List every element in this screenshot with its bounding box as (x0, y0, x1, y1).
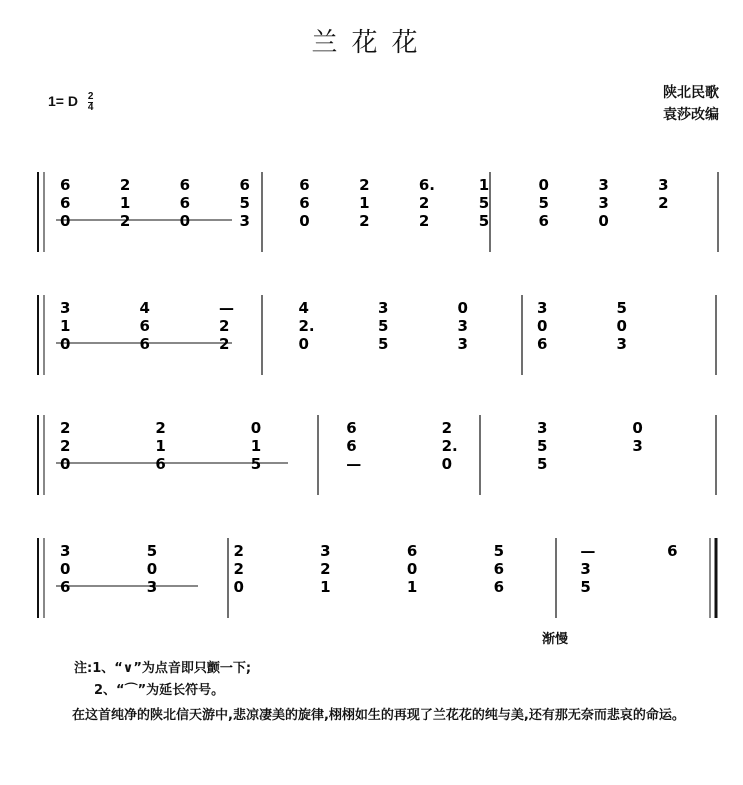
score-note: 1 (250, 437, 262, 455)
score-note: 6 (60, 578, 71, 596)
score-note: 5 (478, 212, 490, 230)
score-note: 3 (537, 419, 548, 437)
score-note: 3 (60, 542, 71, 560)
score-note: 3 (457, 335, 468, 353)
score-note: 5 (250, 455, 262, 473)
score-note: 5 (146, 542, 158, 560)
score-note: 3 (632, 437, 643, 455)
score-note: 2 (119, 212, 131, 230)
score-note: 0 (537, 317, 548, 335)
score-note: 6 (493, 560, 505, 578)
score-note: 6 (537, 335, 548, 353)
note-line-2: 2、“⌒”为延长符号。 (94, 683, 225, 698)
score-note: 6 (299, 194, 310, 212)
score-note: 5 (538, 194, 549, 212)
score-note: 2 (233, 560, 244, 578)
score-note: 6 (155, 455, 166, 473)
score-note: 4 (139, 299, 150, 317)
score-note: 0 (250, 419, 262, 437)
score-note: 3 (239, 212, 250, 230)
score-note: 0 (179, 212, 191, 230)
score-note: 2 (219, 335, 230, 353)
score-note: 2 (119, 176, 131, 194)
score-note: 2 (658, 194, 669, 212)
score-note: 6 (667, 542, 678, 560)
score-note: 3 (60, 299, 71, 317)
score-note: 2 (418, 212, 430, 230)
score-note: 0 (298, 335, 309, 353)
score-note: 3 (598, 194, 609, 212)
score-note: 6 (139, 317, 150, 335)
score-note: 6 (493, 578, 505, 596)
score-note: 3 (616, 335, 627, 353)
score-note: 0 (60, 560, 71, 578)
score-note: 0 (299, 212, 310, 230)
score-note: 2 (359, 176, 370, 194)
score-note: 2. (441, 437, 458, 455)
score-note: 6. (418, 176, 436, 194)
score-note: 0 (146, 560, 158, 578)
score-note: 2 (359, 212, 370, 230)
score-note: 5 (239, 194, 250, 212)
score-note: 1 (359, 194, 370, 212)
note-line-1: 注:1、“∨”为点音即只颤一下; (74, 661, 252, 676)
score-note: 0 (598, 212, 609, 230)
score-note: 0 (441, 455, 453, 473)
score-note: 3 (378, 299, 389, 317)
score-note: 1 (119, 194, 131, 212)
score-note: 2 (60, 419, 71, 437)
score-note: 0 (60, 455, 71, 473)
score-note: 5 (478, 194, 490, 212)
score-barlines (38, 172, 718, 618)
score-note: 1 (320, 578, 331, 596)
score-note: 5 (537, 455, 548, 473)
score-note: — (219, 299, 234, 317)
score-note: 2 (60, 437, 71, 455)
score-note: 2 (320, 560, 331, 578)
page-title: 兰花花 (311, 28, 432, 58)
score-note: 2 (155, 419, 166, 437)
credit-arranger: 袁莎改编 (663, 107, 719, 123)
score-note: 6 (346, 437, 357, 455)
score-note: 0 (60, 335, 71, 353)
score-note: 0 (60, 212, 71, 230)
score-note: 0 (632, 419, 643, 437)
score-note: 6 (346, 419, 357, 437)
key-label: 1= D (48, 93, 78, 110)
score-note: 4 (298, 299, 309, 317)
score-note: 5 (580, 578, 591, 596)
score-note: 6 (60, 194, 71, 212)
score-note: 3 (598, 176, 609, 194)
score-note: 3 (580, 560, 591, 578)
score-note: 5 (616, 299, 627, 317)
score-note: 1 (60, 317, 71, 335)
score-note: 6 (406, 542, 418, 560)
score-note: 1 (478, 176, 490, 194)
score-note: 6 (299, 176, 310, 194)
score-note: 2 (441, 419, 453, 437)
score-note: 3 (146, 578, 158, 596)
ritardando-label: 渐慢 (542, 632, 569, 647)
score-note: 1 (406, 578, 418, 596)
score-note: 6 (239, 176, 250, 194)
score-note: 0 (457, 299, 468, 317)
score-note: 5 (378, 335, 389, 353)
score-note: 0 (616, 317, 627, 335)
score-note: 3 (658, 176, 669, 194)
description-paragraph: 在这首纯净的陕北信天游中,悲凉凄美的旋律,栩栩如生的再现了兰花花的纯与美,还有那无奈而悲哀的命运。 (72, 708, 685, 723)
score-note: — (346, 455, 362, 473)
credit-origin: 陕北民歌 (663, 85, 719, 101)
score-note: 3 (457, 317, 468, 335)
time-top: 2 (87, 91, 94, 102)
score-note: 2 (233, 542, 244, 560)
score-note: 6 (179, 194, 191, 212)
notes-section (74, 658, 251, 702)
score-note: 5 (537, 437, 548, 455)
score-note: 3 (537, 299, 548, 317)
score-note: 2 (418, 194, 430, 212)
score-note: 3 (320, 542, 331, 560)
score-note: 0 (406, 560, 418, 578)
score-note: 1 (155, 437, 166, 455)
score-note: 5 (493, 542, 505, 560)
score-note: 6 (139, 335, 150, 353)
score-note: 5 (378, 317, 389, 335)
score-note: 6 (179, 176, 191, 194)
score-note: 2 (219, 317, 230, 335)
score-notes (60, 176, 678, 596)
score-note: 0 (233, 578, 244, 596)
score-note: 6 (60, 176, 71, 194)
time-bottom: 4 (87, 102, 94, 113)
score-note: 2. (298, 317, 315, 335)
score-note: — (580, 542, 596, 560)
score-note: 6 (538, 212, 549, 230)
score-note: 0 (538, 176, 549, 194)
